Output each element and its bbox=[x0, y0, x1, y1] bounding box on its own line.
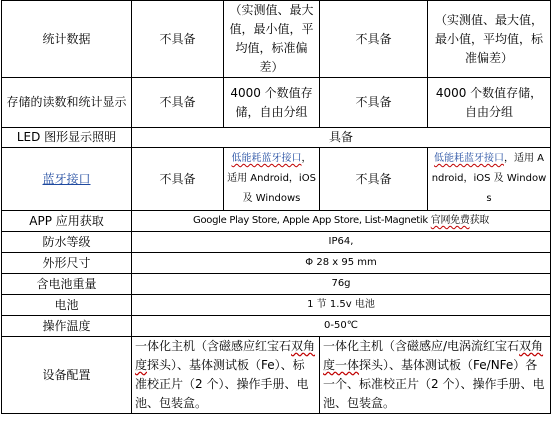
bluetooth-text-c3: ，适用 Android，iOS 及 Windows bbox=[227, 153, 316, 204]
cell-storage-c5: 4000 个数值存储，自由分组 bbox=[428, 78, 551, 128]
app-stores-text: Google Play Store, Apple App Store, List-Magnetik bbox=[193, 215, 431, 226]
cell-size-value: Φ 28 x 95 mm bbox=[132, 253, 551, 274]
cell-config-right bbox=[320, 337, 551, 414]
table-row bbox=[2, 232, 551, 253]
cell-waterproof-value: IP64, bbox=[132, 232, 551, 253]
row-label-led: LED 图形显示照明 bbox=[2, 128, 132, 148]
cell-battery-value: 1 节 1.5v 电池 bbox=[132, 295, 551, 316]
cell-storage-c3: 4000 个数值存储，自由分组 bbox=[224, 78, 320, 128]
bluetooth-link-c3[interactable]: 低能耗蓝牙接口 bbox=[231, 153, 302, 164]
row-label-config: 设备配置 bbox=[2, 337, 132, 414]
table-row bbox=[2, 274, 551, 295]
config-left-text-b: 探头）、基体测试板（Fe）、标准校正片（2 个）、操作手册、电池、包装盒。 bbox=[135, 358, 309, 410]
cell-app-value bbox=[132, 211, 551, 232]
table-row bbox=[2, 128, 551, 148]
table-row bbox=[2, 148, 551, 211]
config-left-mark: 双角度 bbox=[135, 339, 316, 372]
config-left-text-a: 一体化主机（含磁感应红宝石 bbox=[135, 339, 292, 353]
row-label-storage: 存储的读数和统计显示 bbox=[2, 78, 132, 128]
row-label-stats: 统计数据 bbox=[2, 1, 132, 78]
cell-storage-c2: 不具备 bbox=[132, 78, 224, 128]
table-row bbox=[2, 253, 551, 274]
cell-weight-value: 76g bbox=[132, 274, 551, 295]
cell-stats-c3: （实测值、最大值，最小值，平均值，标准偏差） bbox=[224, 1, 320, 78]
bluetooth-link-c5[interactable]: 低能耗蓝牙接口 bbox=[433, 153, 504, 164]
bluetooth-label-link[interactable]: 蓝牙接口 bbox=[42, 171, 91, 186]
cell-stats-c2: 不具备 bbox=[132, 1, 224, 78]
config-right-mark: 双角度一体 bbox=[323, 339, 544, 372]
cell-temperature-value: 0-50℃ bbox=[132, 316, 551, 337]
cell-bluetooth-c5 bbox=[428, 148, 551, 211]
row-label-app: APP 应用获取 bbox=[2, 211, 132, 232]
cell-storage-c4: 不具备 bbox=[320, 78, 428, 128]
config-right-text-b: 探头）、基体测试板（Fe/NFe）各一个、标准校正片（2 个）、操作手册、电池、包装盒。 bbox=[323, 358, 545, 410]
table-row bbox=[2, 78, 551, 128]
row-label-bluetooth bbox=[2, 148, 132, 211]
row-label-temperature: 操作温度 bbox=[2, 316, 132, 337]
app-free-text: 官网免费 bbox=[430, 215, 470, 226]
row-label-battery: 电池 bbox=[2, 295, 132, 316]
row-label-size: 外形尺寸 bbox=[2, 253, 132, 274]
table-row bbox=[2, 295, 551, 316]
table-row bbox=[2, 337, 551, 414]
table-row bbox=[2, 1, 551, 78]
row-label-weight: 含电池重量 bbox=[2, 274, 132, 295]
table-row bbox=[2, 316, 551, 337]
cell-bluetooth-c2: 不具备 bbox=[132, 148, 224, 211]
app-get-text: 获取 bbox=[469, 215, 489, 226]
cell-bluetooth-c3 bbox=[224, 148, 320, 211]
row-label-waterproof: 防水等级 bbox=[2, 232, 132, 253]
cell-led-value: 具备 bbox=[132, 128, 551, 148]
cell-stats-c5: （实测值、最大值，最小值，平均值，标准偏差） bbox=[428, 1, 551, 78]
cell-bluetooth-c4: 不具备 bbox=[320, 148, 428, 211]
spec-table bbox=[1, 0, 551, 414]
table-row bbox=[2, 211, 551, 232]
cell-stats-c4: 不具备 bbox=[320, 1, 428, 78]
cell-config-left bbox=[132, 337, 320, 414]
bluetooth-text-c5: ，适用 Android，iOS 及 Windows bbox=[431, 153, 547, 204]
config-right-text-a: 一体化主机（含磁感应/电涡流红宝石 bbox=[323, 339, 520, 353]
